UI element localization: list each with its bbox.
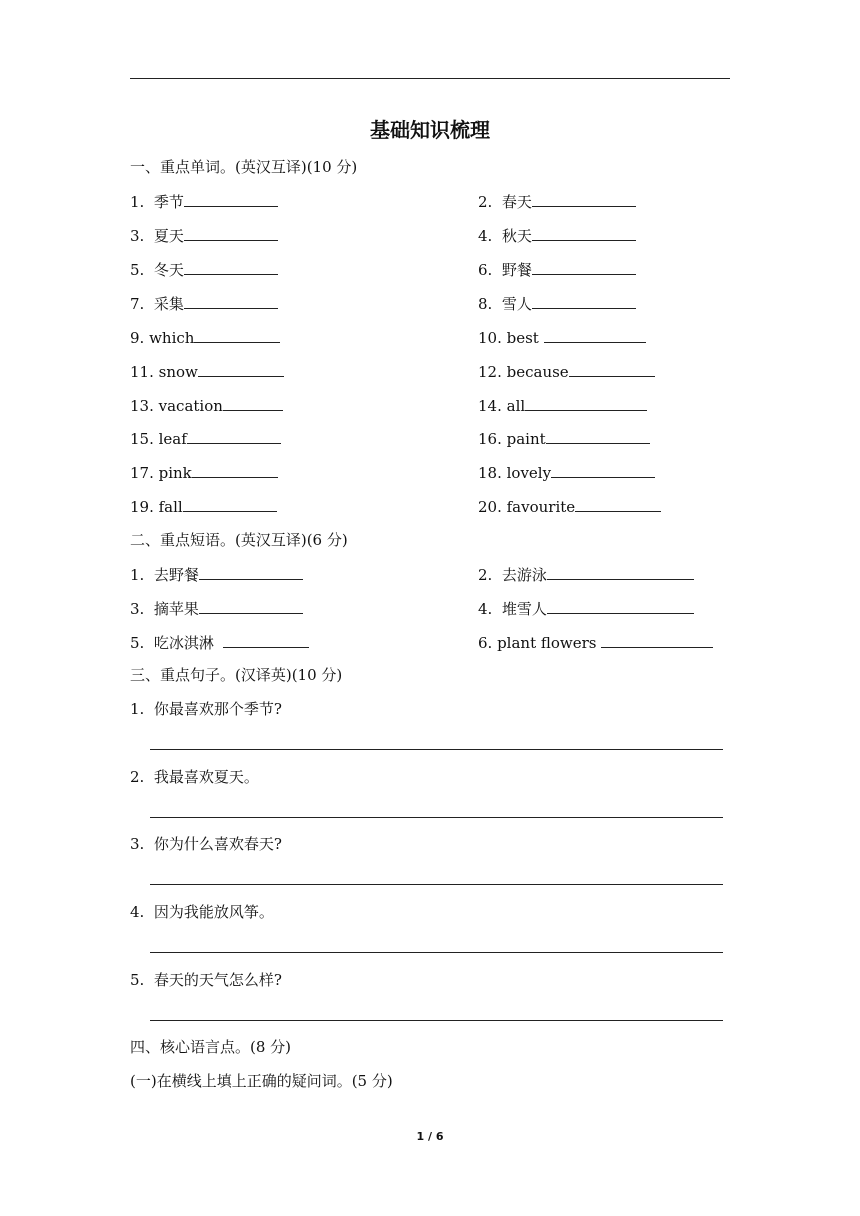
page-title: 基础知识梳理 (370, 118, 490, 142)
answer-line (150, 952, 723, 953)
page-number: 1 / 6 (416, 1130, 444, 1143)
word-item: 12. because (478, 361, 655, 382)
word-item: 8. 雪人 (478, 293, 636, 314)
section-heading: 四、核心语言点。(8 分) (130, 1038, 292, 1056)
word-item: 7. 采集 (130, 293, 278, 314)
section-heading: 三、重点句子。(汉译英)(10 分) (130, 666, 343, 684)
phrase-item: 1. 去野餐 (130, 564, 303, 585)
word-item: 6. 野餐 (478, 259, 636, 280)
answer-line (150, 1020, 723, 1021)
sentence-item: 2. 我最喜欢夏天。 (130, 768, 259, 786)
word-item: 18. lovely (478, 462, 655, 483)
header-rule (130, 78, 730, 79)
sentence-item: 5. 春天的天气怎么样? (130, 971, 282, 989)
word-item: 3. 夏天 (130, 225, 278, 246)
word-item: 14. all (478, 395, 647, 416)
phrase-item: 5. 吃冰淇淋 (130, 632, 309, 653)
word-item: 4. 秋天 (478, 225, 636, 246)
word-item: 17. pink (130, 462, 278, 483)
word-item: 1. 季节 (130, 191, 278, 212)
word-item: 10. best (478, 327, 646, 348)
word-item: 11. snow (130, 361, 284, 382)
word-item: 13. vacation (130, 395, 283, 416)
word-item: 9. which (130, 327, 280, 348)
answer-line (150, 817, 723, 818)
answer-line (150, 884, 723, 885)
word-item: 16. paint (478, 428, 650, 449)
word-item: 5. 冬天 (130, 259, 278, 280)
section-heading: 二、重点短语。(英汉互译)(6 分) (130, 531, 348, 549)
phrase-item: 2. 去游泳 (478, 564, 694, 585)
sentence-item: 4. 因为我能放风筝。 (130, 903, 274, 921)
section-heading: 一、重点单词。(英汉互译)(10 分) (130, 158, 358, 176)
word-item: 15. leaf (130, 428, 281, 449)
answer-line (150, 749, 723, 750)
word-item: 20. favourite (478, 496, 661, 517)
subsection-heading: (一)在横线上填上正确的疑问词。(5 分) (130, 1072, 393, 1090)
phrase-item: 6. plant flowers (478, 632, 713, 653)
word-item: 2. 春天 (478, 191, 636, 212)
word-item: 19. fall (130, 496, 277, 517)
phrase-item: 4. 堆雪人 (478, 598, 694, 619)
sentence-item: 1. 你最喜欢那个季节? (130, 700, 282, 718)
phrase-item: 3. 摘苹果 (130, 598, 303, 619)
sentence-item: 3. 你为什么喜欢春天? (130, 835, 282, 853)
